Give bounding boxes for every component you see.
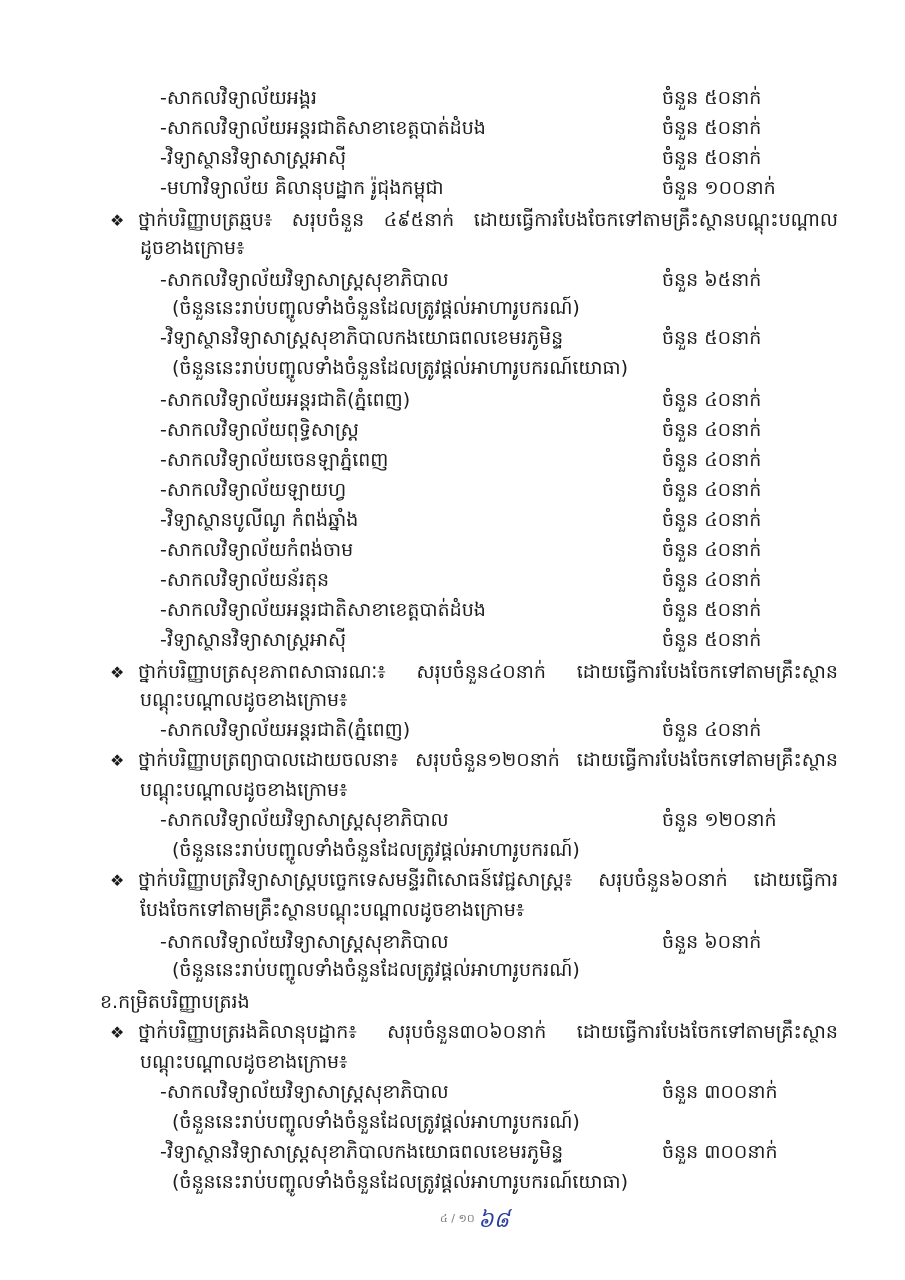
list-item-name: -វិទ្យាស្ថានវិទ្យាសាស្ត្រសុខាភិបាលកងយោធពលខេមរភូមិន្ទ xyxy=(160,1141,564,1163)
list-item-name: -សាកលវិទ្យាល័យវិទ្យាសាស្ត្រសុខាភិបាល xyxy=(160,1081,449,1103)
diamond-bullet-icon: ❖ xyxy=(110,1023,125,1042)
list-item-count: ចំនួន ៤០នាក់ xyxy=(662,719,762,741)
list-item-note: (ចំនួននេះរាប់បញ្ចូលទាំងចំនួនដែលត្រូវផ្តល់អាហារូបករណ៍) xyxy=(172,839,580,861)
list-item-name: -សាកលវិទ្យាល័យអន្តរជាតិ(ភ្នំពេញ) xyxy=(160,719,411,741)
diamond-bullet-icon: ❖ xyxy=(110,211,125,230)
list-item-count: ចំនួន ៤០នាក់ xyxy=(662,449,762,471)
heading-text: ថ្នាក់បរិញ្ញាបត្រព្យាបាលដោយចលនា៖ សរុបចំនួន១២០នាក់ ដោយធ្វើការបែងចែកទៅតាមគ្រឹះស្ថាន xyxy=(138,749,838,771)
page-number: ៤ / ១០ xyxy=(440,1212,475,1225)
diamond-bullet-icon: ❖ xyxy=(110,663,125,682)
heading-continuation: បណ្តុះបណ្តាលដូចខាងក្រោម៖ xyxy=(140,1051,348,1073)
heading-continuation: ដូចខាងក្រោម៖ xyxy=(140,237,245,259)
list-item-name: -វិទ្យាស្ថានវិទ្យាសាស្ត្រអាស៊ី xyxy=(160,629,347,651)
list-item-note: (ចំនួននេះរាប់បញ្ចូលទាំងចំនួនដែលត្រូវផ្តល់អាហារូបករណ៍យោធា) xyxy=(172,1171,629,1193)
section-heading-physiotherapy xyxy=(110,746,838,775)
list-item-name: -សាកលវិទ្យាល័យន័រតុន xyxy=(160,569,330,591)
list-item-count: ចំនួន ៦០នាក់ xyxy=(662,931,762,953)
list-item-name: -សាកលវិទ្យាល័យពុទ្ធិសាស្ត្រ xyxy=(160,419,359,441)
list-item-note: (ចំនួននេះរាប់បញ្ចូលទាំងចំនួនដែលត្រូវផ្តល់អាហារូបករណ៍) xyxy=(172,959,580,981)
list-item-name: -សាកលវិទ្យាល័យអន្តរជាតិ(ភ្នំពេញ) xyxy=(160,389,411,411)
list-item-count: ចំនួន ៤០នាក់ xyxy=(662,419,762,441)
list-item-count: ចំនួន ៣០០នាក់ xyxy=(662,1141,778,1163)
list-item-count: ចំនួន ៤០នាក់ xyxy=(662,389,762,411)
section-heading-public-health xyxy=(110,658,838,687)
list-item-count: ចំនួន ៥០នាក់ xyxy=(662,629,762,651)
list-item-count: ចំនួន ៣០០នាក់ xyxy=(662,1081,778,1103)
list-item-name: -សាកលវិទ្យាល័យឡាយហ្វ xyxy=(160,479,347,501)
list-item-count: ចំនួន ៥០នាក់ xyxy=(662,599,762,621)
list-item-count: ចំនួន ៤០នាក់ xyxy=(662,569,762,591)
list-item-name: -សាកលវិទ្យាល័យអង្គរ xyxy=(160,87,317,109)
heading-continuation: បែងចែកទៅតាមគ្រឹះស្ថានបណ្តុះបណ្តាលដូចខាងក្រោម៖ xyxy=(140,899,525,921)
list-item-name: -សាកលវិទ្យាល័យវិទ្យាសាស្ត្រសុខាភិបាល xyxy=(160,269,449,291)
list-item-count: ចំនួន ៥០នាក់ xyxy=(662,87,762,109)
list-item-count: ចំនួន ៦៥នាក់ xyxy=(662,269,762,291)
section-heading-lab-tech xyxy=(110,866,838,895)
handwritten-page-mark: ៦៨ xyxy=(478,1208,510,1233)
list-item-name: -វិទ្យាស្ថានវិទ្យាសាស្ត្រអាស៊ី xyxy=(160,147,347,169)
heading-continuation: បណ្តុះបណ្តាលដូចខាងក្រោម៖ xyxy=(140,779,348,801)
section-heading-midwifery xyxy=(110,206,838,235)
list-item-name: -សាកលវិទ្យាល័យកំពង់ចាម xyxy=(160,539,354,561)
list-item-name: -សាកលវិទ្យាល័យអន្តរជាតិសាខាខេត្តបាត់ដំបង xyxy=(160,599,486,621)
list-item-name: -មហាវិទ្យាល័យ គិលានុបដ្ឋាក រ៉ូជុងកម្ពុជា xyxy=(160,177,444,199)
list-item-count: ចំនួន ៥០នាក់ xyxy=(662,147,762,169)
heading-text: ថ្នាក់បរិញ្ញាបត្រសុខភាពសាធារណៈ៖ សរុបចំនួន៤០នាក់ ដោយធ្វើការបែងចែកទៅតាមគ្រឹះស្ថាន xyxy=(138,661,838,683)
diamond-bullet-icon: ❖ xyxy=(110,871,125,890)
list-item-count: ចំនួន ៥០នាក់ xyxy=(662,117,762,139)
section-heading-nursing-associate xyxy=(110,1018,838,1047)
list-item-name: -វិទ្យាស្ថានវិទ្យាសាស្ត្រសុខាភិបាលកងយោធពលខេមរភូមិន្ទ xyxy=(160,327,564,349)
list-item-name: -វិទ្យាស្ថានបូលីណូ កំពង់ឆ្នាំង xyxy=(160,509,359,531)
list-item-name: -សាកលវិទ្យាល័យវិទ្យាសាស្ត្រសុខាភិបាល xyxy=(160,809,449,831)
list-item-name: -សាកលវិទ្យាល័យវិទ្យាសាស្ត្រសុខាភិបាល xyxy=(160,931,449,953)
list-item-count: ចំនួន ៥០នាក់ xyxy=(662,327,762,349)
section-title-associate: ខ.កម្រិតបរិញ្ញាបត្ររង xyxy=(100,991,250,1013)
diamond-bullet-icon: ❖ xyxy=(110,751,125,770)
list-item-note: (ចំនួននេះរាប់បញ្ចូលទាំងចំនួនដែលត្រូវផ្តល់អាហារូបករណ៍) xyxy=(172,1111,580,1133)
list-item-count: ចំនួន ៤០នាក់ xyxy=(662,539,762,561)
list-item-note: (ចំនួននេះរាប់បញ្ចូលទាំងចំនួនដែលត្រូវផ្តល់អាហារូបករណ៍យោធា) xyxy=(172,357,629,379)
list-item-count: ចំនួន ៤០នាក់ xyxy=(662,479,762,501)
list-item-name: -សាកលវិទ្យាល័យចេនឡាភ្នំពេញ xyxy=(160,449,389,471)
heading-text: ថ្នាក់បរិញ្ញាបត្ររងគិលានុបដ្ឋាក៖ សរុបចំនួន៣០៦០នាក់ ដោយធ្វើការបែងចែកទៅតាមគ្រឹះស្ថាន xyxy=(138,1021,838,1043)
heading-continuation: បណ្តុះបណ្តាលដូចខាងក្រោម៖ xyxy=(140,689,348,711)
list-item-note: (ចំនួននេះរាប់បញ្ចូលទាំងចំនួនដែលត្រូវផ្តល់អាហារូបករណ៍) xyxy=(172,297,580,319)
list-item-name: -សាកលវិទ្យាល័យអន្តរជាតិសាខាខេត្តបាត់ដំបង xyxy=(160,117,486,139)
list-item-count: ចំនួន ១២០នាក់ xyxy=(662,809,777,831)
heading-text: ថ្នាក់បរិញ្ញាបត្រវិទ្យាសាស្ត្របច្ចេកទេសមន្ទីរពិសោធន៍វេជ្ជសាស្ត្រ៖ សរុបចំនួន៦០នាក់ ដោយធ្វើការ xyxy=(138,869,838,891)
list-item-count: ចំនួន ៤០នាក់ xyxy=(662,509,762,531)
list-item-count: ចំនួន ១០០នាក់ xyxy=(662,177,776,199)
heading-text: ថ្នាក់បរិញ្ញាបត្រឆ្មប៖ សរុបចំនួន ៤៩៥នាក់ ដោយធ្វើការបែងចែកទៅតាមគ្រឹះស្ថានបណ្តុះបណ្តាល xyxy=(138,209,838,231)
